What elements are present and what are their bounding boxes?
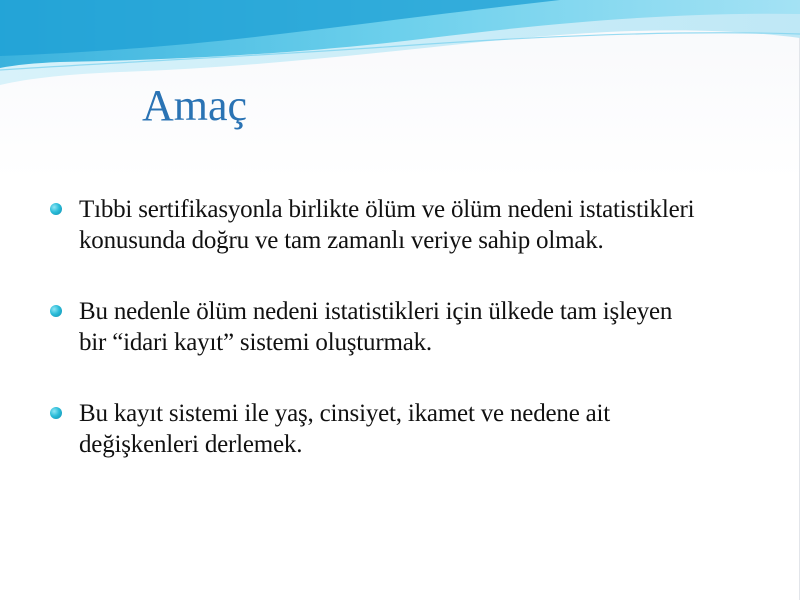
bullet-text bbox=[79, 194, 766, 256]
bullet-line: Tıbbi sertifikasyonla birlikte ölüm ve ölüm nedeni istatistikleri bbox=[79, 196, 695, 223]
bullet-text bbox=[79, 398, 766, 460]
bullet-line: Bu nedenle ölüm nedeni istatistikleri için ülkede tam işleyen bbox=[79, 298, 673, 325]
bullet-icon bbox=[50, 305, 62, 317]
bullet-line: Bu kayıt sistemi ile yaş, cinsiyet, ikamet ve nedene ait bbox=[79, 400, 611, 427]
slide-title: Amaç bbox=[142, 81, 248, 130]
bullet-line: değişkenleri derlemek. bbox=[79, 431, 303, 458]
bullet-item bbox=[46, 296, 766, 358]
bullet-icon bbox=[50, 407, 62, 419]
bullet-icon bbox=[50, 203, 62, 215]
bullet-line: konusunda doğru ve tam zamanlı veriye sahip olmak. bbox=[79, 227, 604, 254]
bullet-text bbox=[79, 296, 766, 358]
header-wave-decoration bbox=[0, 0, 800, 95]
bullet-line: bir “idari kayıt” sistemi oluşturmak. bbox=[79, 329, 432, 356]
bullet-item bbox=[46, 194, 766, 256]
bullet-list bbox=[46, 194, 766, 460]
bullet-item bbox=[46, 398, 766, 460]
